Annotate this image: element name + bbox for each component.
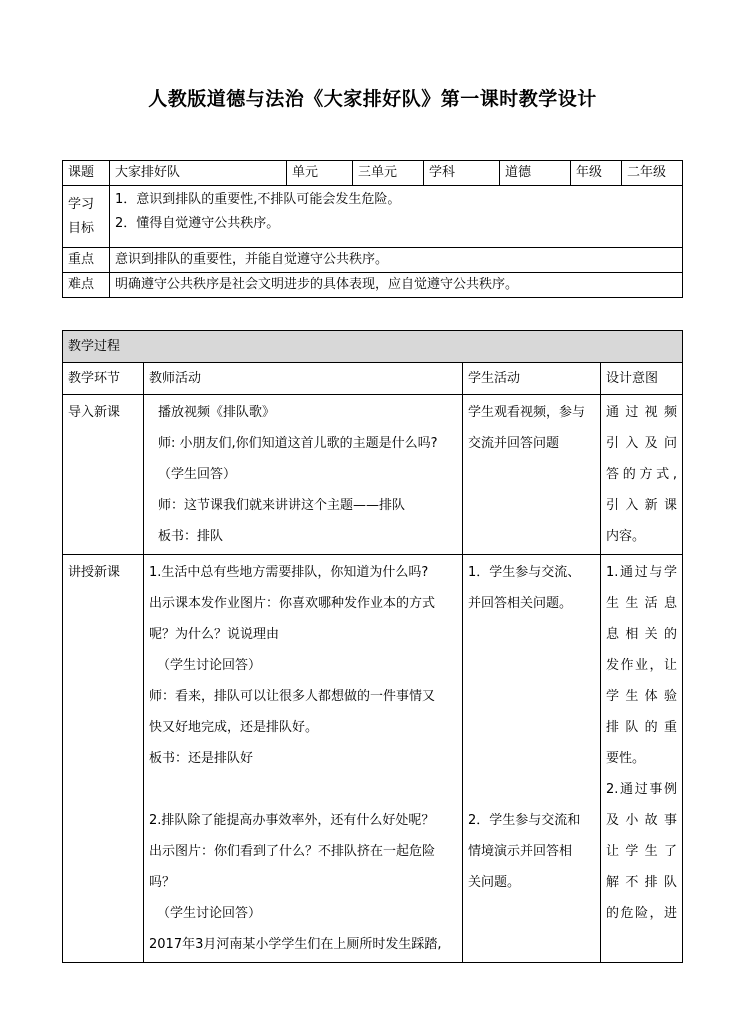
stage-new-lesson — [63, 555, 144, 963]
topic-value: 大家排好队 — [110, 161, 287, 186]
text-line: 1.生活中总有些地方需要排队，你知道为什么吗? — [149, 565, 429, 580]
goals-label — [63, 186, 110, 248]
text-line: 2017年3月河南某小学学生们在上厕所时发生踩踏, — [149, 937, 442, 952]
student-activity-new — [463, 555, 601, 963]
text-line: 板书：排队 — [158, 529, 224, 544]
text-line: 的危险，进 — [606, 906, 678, 921]
text-line: 师: 小朋友们,你们知道这首儿歌的主题是什么吗? — [158, 436, 438, 451]
text-line: 呢？为什么？说说理由 — [149, 627, 280, 642]
text-line: 要性。 — [606, 751, 646, 766]
text-line: 1．学生参与交流、 — [468, 565, 581, 580]
text-line: 发作业，让 — [606, 658, 678, 673]
grade-value: 二年级 — [622, 161, 683, 186]
subject-label: 学科 — [424, 161, 500, 186]
text-line: 生生活息 — [606, 596, 678, 611]
text-line: 2.通过事例 — [606, 782, 678, 797]
design-intent-intro — [601, 395, 683, 555]
goals-label-line-2: 目标 — [68, 220, 95, 236]
text-line: 学生体验 — [606, 689, 678, 704]
goal-item: 1．意识到排队的重要性,不排队可能会发生危险。 — [115, 192, 401, 207]
text-line: 交流并回答问题 — [468, 436, 560, 451]
teaching-process-table — [62, 330, 683, 963]
text-line: 2.排队除了能提高办事效率外，还有什么好处呢？ — [149, 813, 435, 828]
topic-label: 课题 — [63, 161, 110, 186]
stage-label: 导入新课 — [68, 405, 121, 420]
header-student: 学生活动 — [463, 363, 601, 395]
stage-label: 讲授新课 — [68, 565, 121, 580]
text-line: 1.通过与学 — [606, 565, 678, 580]
text-line: 及小故事 — [606, 813, 678, 828]
unit-label: 单元 — [287, 161, 353, 186]
course-info-table — [62, 160, 683, 298]
header-stage: 教学环节 — [63, 363, 144, 395]
key-point-label: 重点 — [63, 248, 110, 273]
text-line: 情境演示并回答相 — [468, 844, 573, 859]
text-line: 关问题。 — [468, 875, 521, 890]
header-intent: 设计意图 — [601, 363, 683, 395]
text-line: 息相关的 — [606, 627, 678, 642]
text-line: （学生讨论回答） — [157, 906, 262, 921]
text-line: 出示图片：你们看到了什么？不排队挤在一起危险 — [149, 844, 436, 859]
text-line: 吗？ — [149, 875, 176, 890]
key-point-value: 意识到排队的重要性，并能自觉遵守公共秩序。 — [110, 248, 683, 273]
text-line: 快又好地完成，还是排队好。 — [149, 720, 319, 735]
goals-value — [110, 186, 683, 248]
goals-label-line-1: 学习 — [68, 196, 95, 212]
text-line: 播放视频《排队歌》 — [158, 405, 276, 420]
text-line: 板书：还是排队好 — [149, 751, 254, 766]
text-line: 出示课本发作业图片：你喜欢哪种发作业本的方式 — [149, 596, 436, 611]
process-section-title: 教学过程 — [63, 331, 683, 363]
text-line: 学生观看视频，参与 — [468, 405, 586, 420]
text-line: 引入新课 — [606, 498, 678, 513]
text-line: 师：看来，排队可以让很多人都想做的一件事情又 — [149, 689, 436, 704]
subject-value: 道德 — [500, 161, 571, 186]
grade-label: 年级 — [571, 161, 622, 186]
header-teacher: 教师活动 — [144, 363, 463, 395]
teacher-activity-intro — [144, 395, 463, 555]
text-line: 排队的重 — [606, 720, 678, 735]
text-line: 通过视频 — [606, 405, 678, 420]
difficulty-value: 明确遵守公共秩序是社会文明进步的具体表现，应自觉遵守公共秩序。 — [110, 273, 683, 298]
text-line: 2．学生参与交流和 — [468, 813, 581, 828]
student-activity-intro — [463, 395, 601, 555]
page-title: 人教版道德与法治《大家排好队》第一课时教学设计 — [148, 88, 597, 110]
text-line: 解不排队 — [606, 875, 678, 890]
text-line: 并回答相关问题。 — [468, 596, 573, 611]
design-intent-new — [601, 555, 683, 963]
text-line: 师：这节课我们就来讲讲这个主题——排队 — [158, 498, 406, 513]
text-line: 内容。 — [606, 529, 646, 544]
text-line: （学生讨论回答） — [157, 658, 262, 673]
goal-item: 2．懂得自觉遵守公共秩序。 — [115, 216, 280, 231]
text-line: 引入及问 — [606, 436, 678, 451]
text-line: （学生回答） — [158, 467, 237, 482]
teacher-activity-new — [144, 555, 463, 963]
stage-intro — [63, 395, 144, 555]
text-line: 答的方式, — [606, 467, 678, 482]
difficulty-label: 难点 — [63, 273, 110, 298]
unit-value: 三单元 — [353, 161, 424, 186]
text-line: 让学生了 — [606, 844, 678, 859]
